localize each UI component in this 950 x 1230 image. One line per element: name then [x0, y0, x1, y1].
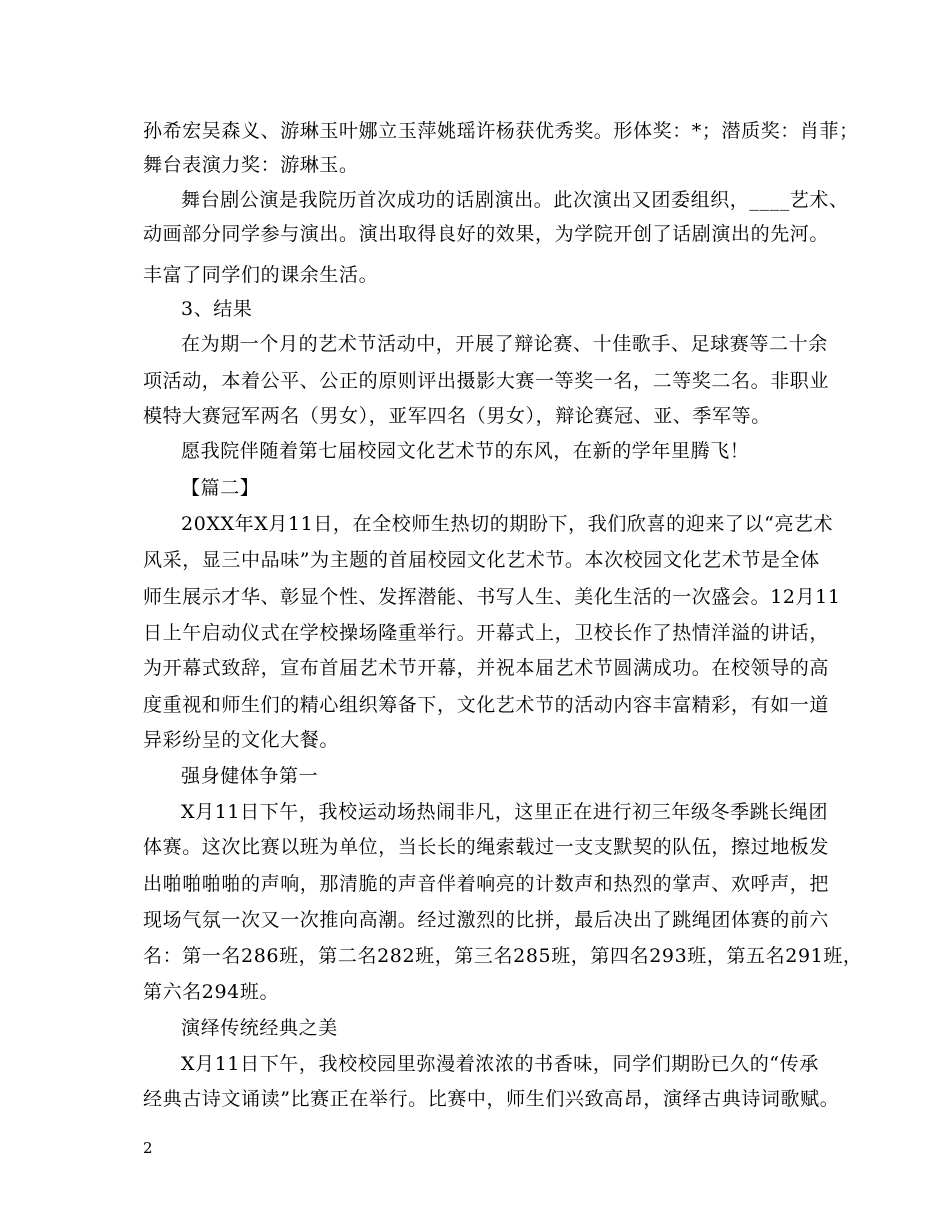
text-line: 模特大赛冠军两名（男女），亚军四名（男女），辩论赛冠、亚、季军等。	[143, 405, 771, 427]
text-line: 师生展示才华、彰显个性、发挥潜能、书写人生、美化生活的一次盛会。12月11	[143, 586, 841, 608]
section-heading: 演绎传统经典之美	[181, 1017, 338, 1039]
text-line: 风采，显三中品味”为主题的首届校园文化艺术节。本次校园文化艺术节是全体	[143, 549, 820, 571]
text-line: 愿我院伴随着第七届校园文化艺术节的东风，在新的学年里腾飞！	[181, 440, 750, 462]
text-line: 丰富了同学们的课余生活。	[143, 264, 379, 286]
text-line: 第六名294班。	[143, 981, 280, 1003]
text-line: 出啪啪啪啪的声响，那清脆的声音伴着响亮的计数声和热烈的掌声、欢呼声，把	[143, 873, 830, 895]
text-line: X月11日下午，我校运动场热闹非凡，这里正在进行初三年级冬季跳长绳团	[181, 801, 829, 823]
text-line: X月11日下午，我校校园里弥漫着浓浓的书香味，同学们期盼已久的“传承	[181, 1053, 819, 1075]
text-line: 现场气氛一次又一次推向高潮。经过激烈的比拼，最后决出了跳绳团体赛的前六	[143, 909, 830, 931]
text-line: 为开幕式致辞，宣布首届艺术节开幕，并祝本届艺术节圆满成功。在校领导的高	[143, 657, 830, 679]
text-line: 项活动，本着公平、公正的原则评出摄影大赛一等奖一名，二等奖二名。非职业	[143, 370, 830, 392]
text-line: 在为期一个月的艺术节活动中，开展了辩论赛、十佳歌手、足球赛等二十余	[181, 333, 828, 355]
text-line: 动画部分同学参与演出。演出取得良好的效果，为学院开创了话剧演出的先河。	[143, 223, 830, 245]
section-heading: 【篇二】	[181, 477, 260, 499]
section-heading: 强身健体争第一	[181, 765, 319, 787]
text-line: 体赛。这次比赛以班为单位，当长长的绳索载过一支支默契的队伍，擦过地板发	[143, 836, 830, 858]
text-line: 舞台剧公演是我院历首次成功的话剧演出。此次演出又团委组织，____艺术、	[181, 189, 849, 211]
text-line: 20XX年X月11日，在全校师生热切的期盼下，我们欣喜的迎来了以“亮艺术	[181, 513, 834, 535]
text-line: 异彩纷呈的文化大餐。	[143, 729, 340, 751]
text-line: 舞台表演力奖：游琳玉。	[143, 154, 359, 176]
text-line: 名：第一名286班，第二名282班，第三名285班，第四名293班，第五名291班，	[143, 945, 863, 967]
text-line: 度重视和师生们的精心组织筹备下，文化艺术节的活动内容丰富精彩，有如一道	[143, 694, 830, 716]
text-line: 孙希宏吴森义、游琳玉叶娜立玉萍姚瑶许杨获优秀奖。形体奖：*；潜质奖：肖菲；	[143, 120, 859, 142]
text-line: 日上午启动仪式在学校操场隆重举行。开幕式上，卫校长作了热情洋溢的讲话，	[143, 622, 830, 644]
page-number: 2	[143, 1139, 153, 1157]
section-heading: 3、结果	[181, 298, 253, 320]
text-line: 经典古诗文诵读”比赛正在举行。比赛中，师生们兴致高昂，演绎古典诗词歌赋。	[143, 1088, 840, 1110]
